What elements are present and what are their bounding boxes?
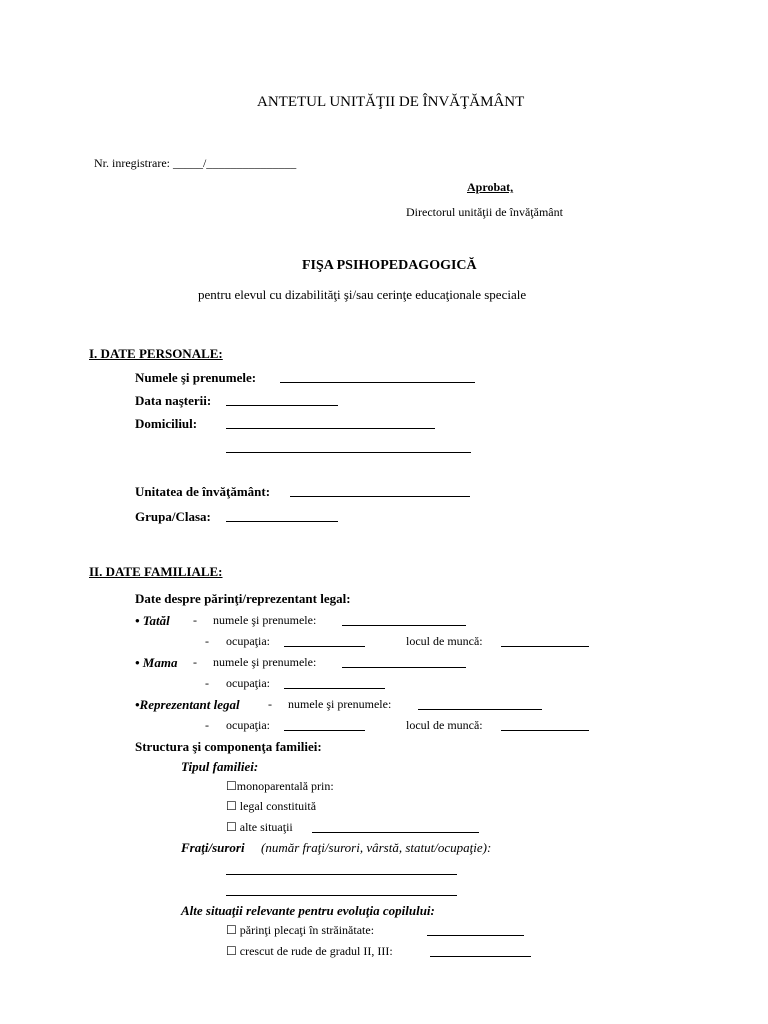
page-title: FIŞA PSIHOPEDAGOGICĂ bbox=[302, 258, 477, 273]
mother-job-label: ocupaţia: bbox=[226, 676, 270, 690]
director-label: Directorul unităţii de învăţământ bbox=[406, 205, 563, 219]
dash: - bbox=[205, 634, 209, 648]
father-job-field[interactable] bbox=[284, 646, 365, 647]
dash: - bbox=[268, 697, 272, 711]
class-label: Grupa/Clasa: bbox=[135, 509, 211, 524]
approved-label: Aprobat, bbox=[467, 180, 514, 194]
legal-rep-label: •Reprezentant legal bbox=[135, 697, 240, 712]
birth-field[interactable] bbox=[226, 405, 338, 406]
checkbox-relatives[interactable]: ☐ crescut de rude de gradul II, III: bbox=[226, 944, 393, 958]
checkbox-legal[interactable]: ☐ legal constituită bbox=[226, 799, 317, 813]
school-field[interactable] bbox=[290, 496, 470, 497]
other-field[interactable] bbox=[312, 832, 479, 833]
section-family-heading: II. DATE FAMILIALE: bbox=[89, 564, 223, 579]
siblings-field-2[interactable] bbox=[226, 895, 457, 896]
checkbox-other[interactable]: ☐ alte situaţii bbox=[226, 820, 293, 834]
family-type-label: Tipul familiei: bbox=[181, 759, 259, 774]
siblings-field-1[interactable] bbox=[226, 874, 457, 875]
mother-name-field[interactable] bbox=[342, 667, 466, 668]
address-field-2[interactable] bbox=[226, 452, 471, 453]
birth-label: Data naşterii: bbox=[135, 393, 212, 408]
mother-label: • Mama bbox=[135, 655, 178, 670]
page-subtitle: pentru elevul cu dizabilităţi şi/sau cerinţe educaţionale speciale bbox=[198, 287, 527, 302]
legal-workplace-label: locul de muncă: bbox=[406, 718, 483, 732]
legal-job-field[interactable] bbox=[284, 730, 365, 731]
mother-name-label: numele şi prenumele: bbox=[213, 655, 317, 669]
legal-workplace-field[interactable] bbox=[501, 730, 589, 731]
father-label: • Tatăl bbox=[135, 613, 170, 628]
father-job-label: ocupaţia: bbox=[226, 634, 270, 648]
checkbox-abroad[interactable]: ☐ părinţi plecaţi în străinătate: bbox=[226, 923, 375, 937]
address-label: Domiciliul: bbox=[135, 416, 198, 431]
father-name-label: numele şi prenumele: bbox=[213, 613, 317, 627]
name-label: Numele şi prenumele: bbox=[135, 370, 257, 385]
father-name-field[interactable] bbox=[342, 625, 466, 626]
abroad-field[interactable] bbox=[427, 935, 524, 936]
father-workplace-field[interactable] bbox=[501, 646, 589, 647]
mother-job-field[interactable] bbox=[284, 688, 385, 689]
section-personal-heading: I. DATE PERSONALE: bbox=[89, 346, 223, 361]
class-field[interactable] bbox=[226, 521, 338, 522]
legal-job-label: ocupaţia: bbox=[226, 718, 270, 732]
checkbox-monoparental[interactable]: ☐monoparentală prin: bbox=[226, 779, 334, 793]
legal-name-label: numele şi prenumele: bbox=[288, 697, 392, 711]
header-title: ANTETUL UNITĂŢII DE ÎNVĂŢĂMÂNT bbox=[257, 94, 525, 110]
siblings-hint: (număr fraţi/surori, vârstă, statut/ocupaţie): bbox=[261, 840, 492, 855]
school-label: Unitatea de învăţământ: bbox=[135, 484, 271, 499]
registration-number: Nr. inregistrare: _____/_______________ bbox=[94, 156, 297, 170]
structure-label: Structura şi componenţa familiei: bbox=[135, 739, 322, 754]
dash: - bbox=[205, 718, 209, 732]
dash: - bbox=[193, 655, 197, 669]
relatives-field[interactable] bbox=[430, 956, 531, 957]
parents-label: Date despre părinţi/reprezentant legal: bbox=[135, 591, 351, 606]
dash: - bbox=[193, 613, 197, 627]
father-workplace-label: locul de muncă: bbox=[406, 634, 483, 648]
name-field[interactable] bbox=[280, 382, 475, 383]
address-field-1[interactable] bbox=[226, 428, 435, 429]
siblings-label: Fraţi/surori bbox=[181, 840, 245, 855]
legal-name-field[interactable] bbox=[418, 709, 542, 710]
dash: - bbox=[205, 676, 209, 690]
relevant-label: Alte situaţii relevante pentru evoluţia copilului: bbox=[181, 903, 435, 918]
